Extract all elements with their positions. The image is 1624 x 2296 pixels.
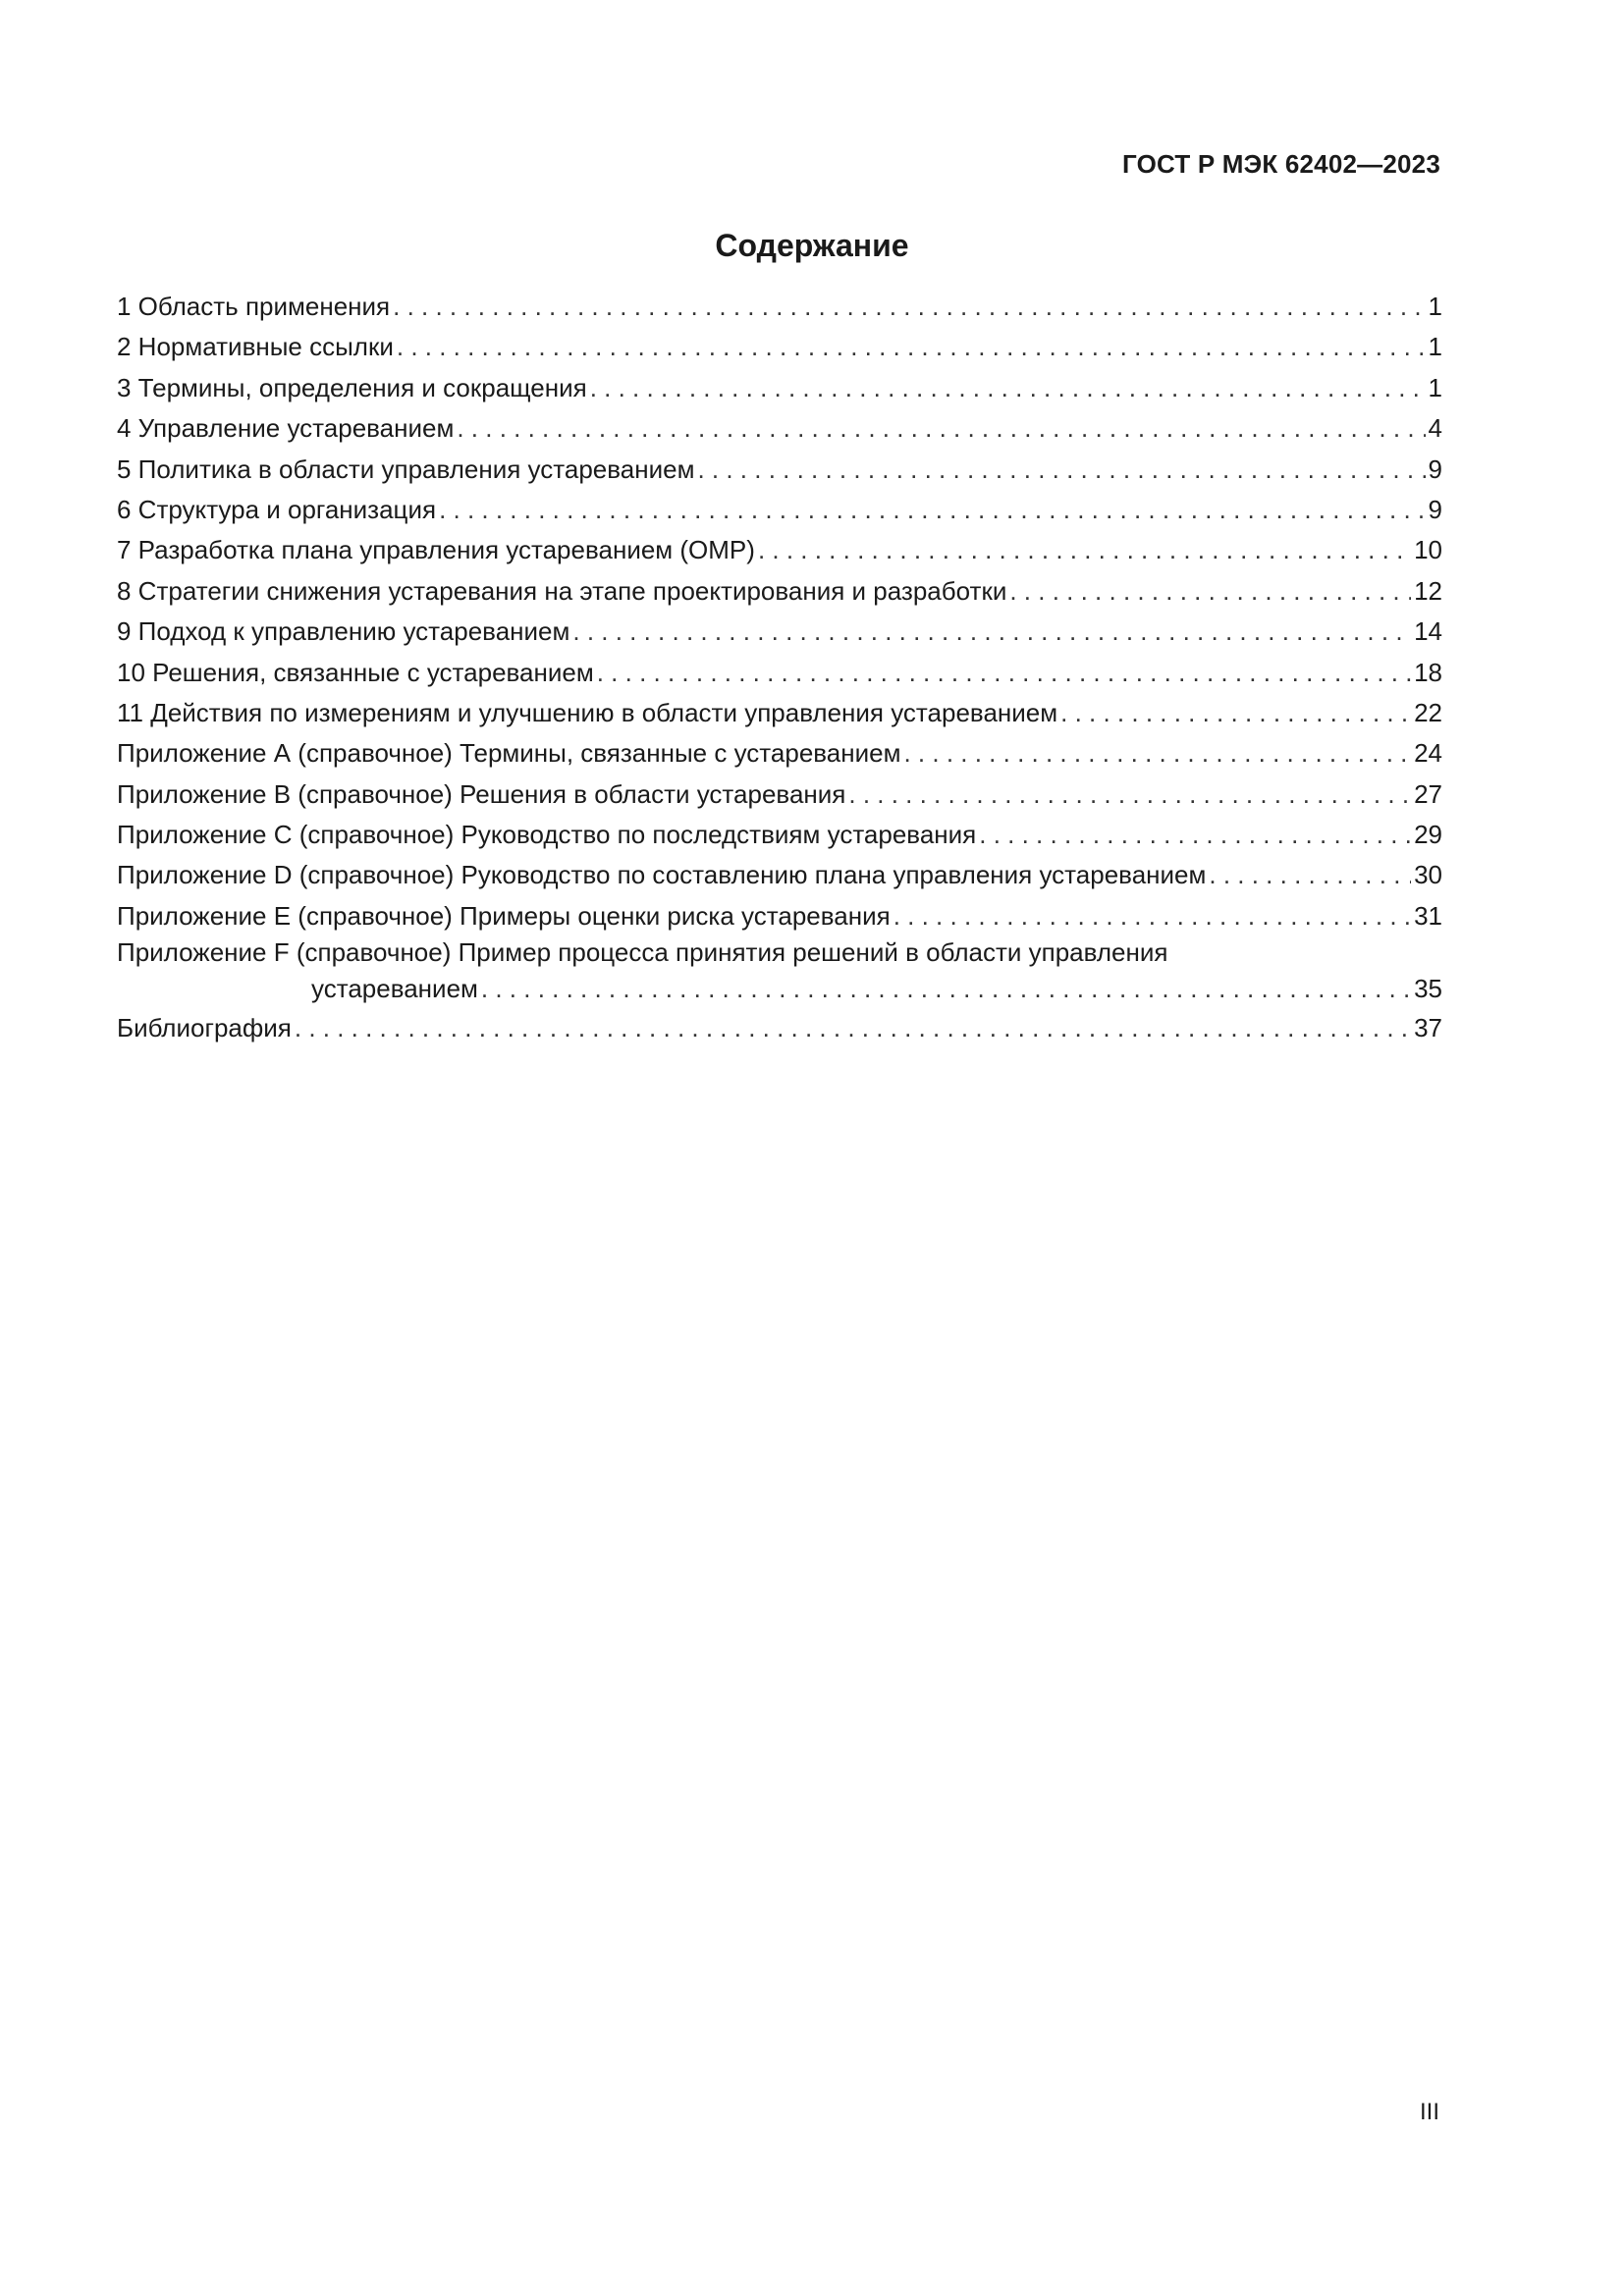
dot-leader — [397, 327, 1426, 367]
toc-entry-text: 3 Термины, определения и сокращения — [117, 372, 587, 402]
toc-title: Содержание — [715, 228, 909, 263]
toc-entry-text: Приложение А (справочное) Термины, связанные с устареванием — [117, 738, 901, 769]
dot-leader — [903, 733, 1411, 774]
toc-page-number: 24 — [1414, 738, 1442, 769]
toc-entry-text: 8 Стратегии снижения устаревания на этапе проектирования и разработки — [117, 575, 1007, 606]
toc-entry[interactable] — [117, 855, 1442, 895]
toc-page-number: 9 — [1428, 454, 1442, 484]
toc-entry-text: Приложение В (справочное) Решения в области устаревания — [117, 778, 846, 809]
toc-entry[interactable] — [117, 450, 1442, 490]
toc-page-number: 12 — [1414, 575, 1442, 606]
toc-entry[interactable] — [117, 368, 1442, 408]
toc-page-number: 29 — [1414, 820, 1442, 850]
toc-page-number: 9 — [1428, 494, 1442, 524]
toc-entry[interactable] — [117, 571, 1442, 612]
toc-entry-text: Библиография — [117, 1013, 292, 1043]
toc-entry[interactable] — [117, 693, 1442, 733]
toc-page-number: 4 — [1428, 413, 1442, 444]
toc-page-number: 30 — [1414, 860, 1442, 890]
toc-entry-text: Приложение Е (справочное) Примеры оценки риска устаревания — [117, 900, 891, 931]
dot-leader — [481, 969, 1411, 1008]
toc-entry[interactable] — [117, 653, 1442, 693]
toc-page-number: 37 — [1414, 1013, 1442, 1043]
dot-leader — [393, 287, 1425, 327]
toc-entry-text: 2 Нормативные ссылки — [117, 332, 394, 362]
dot-leader — [758, 530, 1411, 570]
toc-entry-text: 11 Действия по измерениям и улучшению в области управления устареванием — [117, 697, 1058, 727]
toc-page-number: 1 — [1428, 332, 1442, 362]
table-of-contents — [117, 287, 1442, 1049]
dot-leader — [848, 774, 1411, 815]
toc-entry-text: 5 Политика в области управления устареванием — [117, 454, 695, 484]
toc-entry[interactable] — [117, 530, 1442, 570]
toc-entry-text: 1 Область применения — [117, 292, 391, 321]
toc-entry[interactable] — [117, 612, 1442, 652]
toc-entry[interactable] — [117, 490, 1442, 530]
toc-entry[interactable] — [117, 327, 1442, 367]
toc-entry-text: 6 Структура и организация — [117, 494, 437, 524]
toc-entry-text: Приложение D (справочное) Руководство по составлению плана управления устареванием — [117, 860, 1207, 890]
toc-entry[interactable] — [117, 774, 1442, 815]
toc-page-number: 14 — [1414, 616, 1442, 647]
dot-leader — [1060, 693, 1411, 733]
toc-entry[interactable] — [117, 287, 1442, 327]
toc-entry[interactable] — [117, 936, 1442, 1008]
toc-entry[interactable] — [117, 408, 1442, 449]
dot-leader — [295, 1008, 1411, 1048]
page-number-roman: III — [1419, 2099, 1439, 2125]
dot-leader — [1009, 571, 1411, 612]
toc-entry-text: Приложение С (справочное) Руководство по последствиям устаревания — [117, 820, 977, 850]
standard-code-header: ГОСТ Р МЭК 62402—2023 — [1121, 149, 1440, 179]
toc-page-number: 22 — [1414, 697, 1442, 727]
toc-entry[interactable] — [117, 815, 1442, 855]
toc-page-number: 27 — [1414, 778, 1442, 809]
toc-page-number: 18 — [1414, 657, 1442, 687]
toc-entry-text: 7 Разработка плана управления устареванием (ОМР) — [117, 535, 755, 565]
dot-leader — [979, 815, 1411, 855]
dot-leader — [893, 896, 1411, 936]
toc-entry-text: Приложение F (справочное) Пример процесса принятия решений в области управления — [117, 937, 1168, 968]
toc-page-number: 1 — [1428, 372, 1442, 402]
toc-entry[interactable] — [117, 1008, 1442, 1048]
dot-leader — [590, 368, 1426, 408]
dot-leader — [439, 490, 1425, 530]
dot-leader — [572, 612, 1411, 652]
dot-leader — [457, 408, 1425, 449]
toc-entry[interactable] — [117, 896, 1442, 936]
toc-entry[interactable] — [117, 733, 1442, 774]
toc-entry-text: 4 Управление устареванием — [117, 413, 455, 444]
toc-entry-text: 9 Подход к управлению устареванием — [117, 616, 570, 647]
toc-page-number: 31 — [1414, 900, 1442, 931]
toc-page-number: 1 — [1428, 292, 1442, 321]
dot-leader — [597, 653, 1411, 693]
toc-entry-text: 10 Решения, связанные с устареванием — [117, 657, 594, 687]
dot-leader — [697, 450, 1425, 490]
dot-leader — [1209, 855, 1411, 895]
toc-entry-continuation: устареванием — [311, 974, 478, 1004]
toc-page-number: 10 — [1414, 535, 1442, 565]
toc-page-number: 35 — [1414, 974, 1442, 1004]
